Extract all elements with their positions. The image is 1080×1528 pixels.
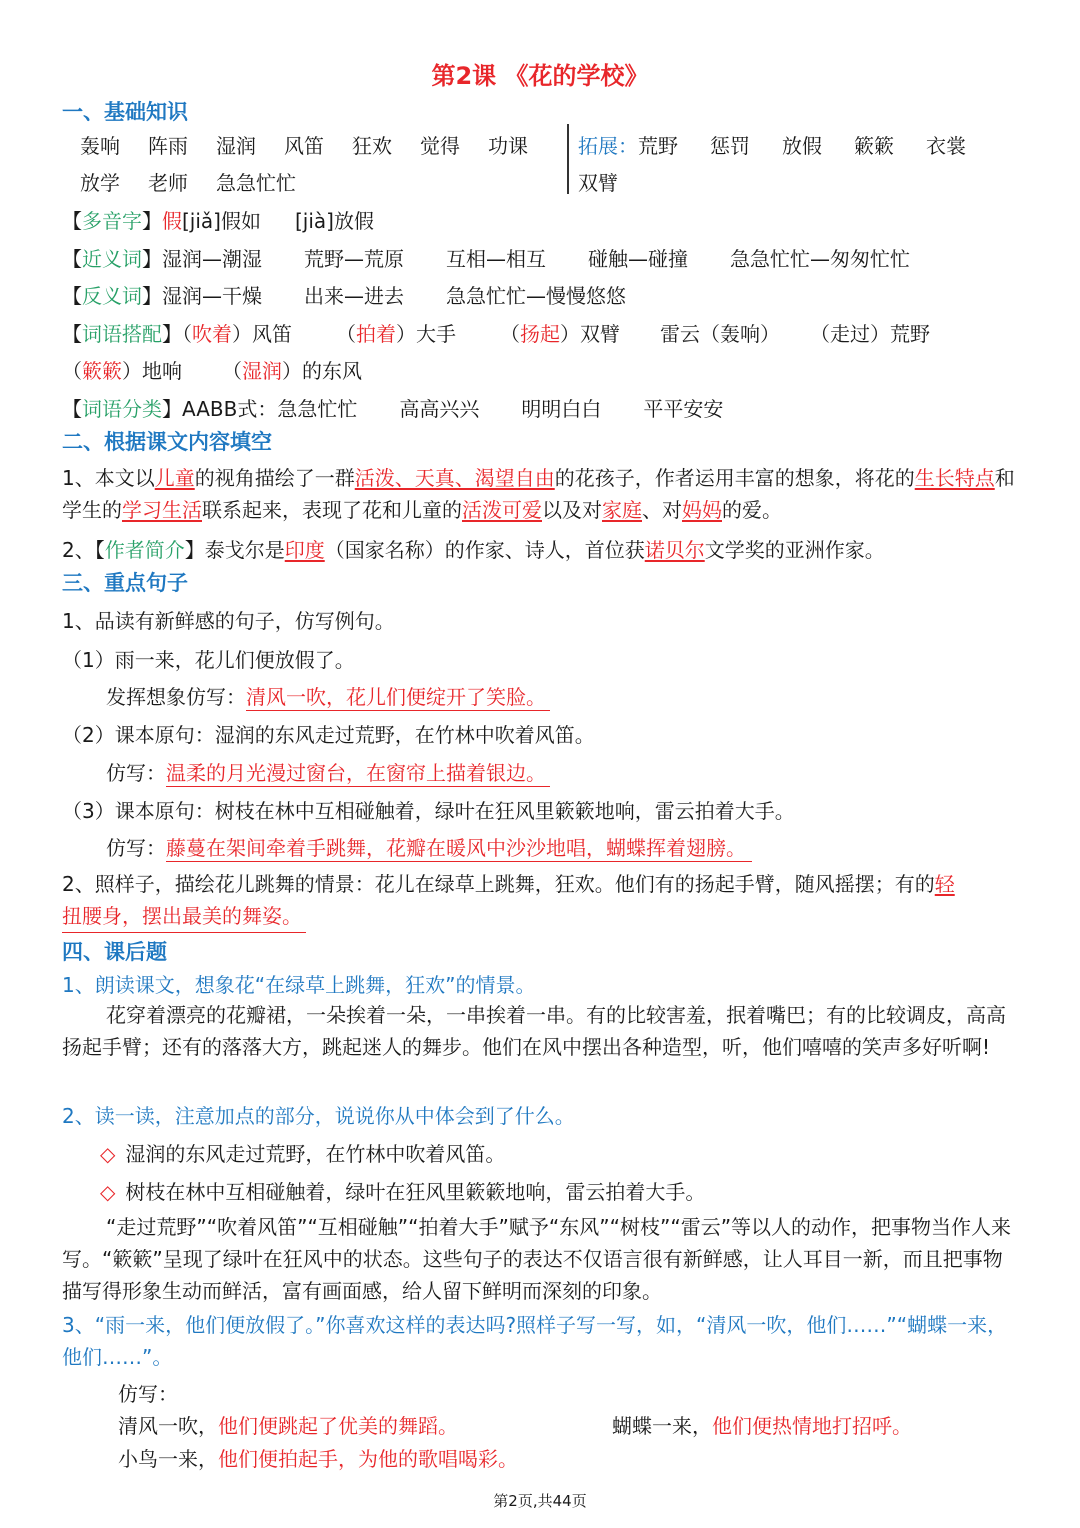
- answer: 学习生活: [122, 498, 202, 522]
- text: 清风一吹，: [118, 1414, 218, 1438]
- text: 小鸟一来，: [118, 1447, 218, 1471]
- text: 2、照样子，描绘花儿跳舞的情景：花儿在绿草上跳舞，狂欢。他们有的扬起手臂，随风摇摆；有的: [62, 872, 935, 896]
- antonyms-line: 【反义词】湿润—干燥 出来—进去 急急忙忙—慢慢悠悠: [62, 284, 626, 308]
- answer: 活泼、天真、渴望自由: [354, 466, 555, 490]
- antonym-pair: 出来—进去: [304, 284, 404, 308]
- synonyms-label: 近义词: [82, 247, 142, 271]
- answer: 妈妈: [682, 498, 722, 522]
- word: 放学: [80, 171, 120, 195]
- text: 的爱。: [722, 498, 782, 522]
- text: （国家名称）的作家、诗人，首位获: [324, 538, 645, 562]
- word: 湿润: [216, 134, 256, 158]
- word: 衣裳: [926, 134, 966, 158]
- answer: 他们便跳起了优美的舞蹈。: [218, 1414, 458, 1438]
- text: 】泰戈尔是: [184, 538, 285, 562]
- page-title: 第2课 《花的学校》: [431, 62, 649, 90]
- synonyms-line: 【近义词】湿润—潮湿 荒野—荒原 互相—相互 碰触—碰撞 急急忙忙—匆匆忙忙: [62, 247, 910, 271]
- answer: 他们便热情地打招呼。: [712, 1414, 912, 1438]
- fill-paragraph-2: [62, 534, 885, 563]
- text: 以及对: [542, 498, 602, 522]
- collocation-word: 地响: [142, 359, 182, 383]
- section-heading-after-class: 四、课后题: [62, 940, 167, 964]
- answer: 活泼可爱: [462, 498, 542, 522]
- key-sentence-2: （2）课本原句：湿润的东风走过荒野，在竹林中吹着风笛。: [62, 723, 595, 747]
- collocation-word: 大手: [416, 322, 456, 346]
- answer: 印度: [284, 538, 325, 562]
- classification-type: AABB式：: [182, 397, 278, 421]
- polyphone-label: 多音字: [82, 209, 142, 233]
- collocation-word: 双臂: [580, 322, 620, 346]
- answer: 清风一吹，花儿们便绽开了笑脸。: [246, 681, 550, 711]
- key-question-2: [62, 868, 1022, 933]
- classification-word: 高高兴兴: [399, 397, 480, 421]
- answer: 他们便拍起手，为他的歌唱喝彩。: [218, 1447, 518, 1471]
- text: 和学生的: [62, 466, 1015, 522]
- text: 文学奖的亚洲作家。: [704, 538, 885, 562]
- classification-word: 平平安安: [643, 397, 724, 421]
- word: 双臂: [578, 171, 618, 195]
- answer: 温柔的月光漫过窗台，在窗帘上描着银边。: [166, 757, 550, 787]
- collocation-line-1: 【词语搭配】（吹着）风笛 （拍着）大手 （扬起）双臂 雷云（轰响） （走过）荒野: [62, 322, 930, 346]
- word: 惩罚: [710, 134, 750, 158]
- text: 仿写：: [106, 836, 166, 860]
- answer: 儿童: [154, 466, 195, 490]
- text: 1、本文以: [62, 466, 155, 490]
- after-question-1: 1、朗读课文，想象花“在绿草上跳舞，狂欢”的情景。: [62, 973, 536, 997]
- collocation-answer: 扬起: [520, 322, 560, 346]
- collocation-item: （走过）荒野: [820, 322, 930, 346]
- section-heading-fill: 二、根据课文内容填空: [62, 430, 272, 454]
- extension-label: 拓展：: [578, 134, 638, 158]
- word-list-row2: [80, 167, 296, 196]
- classification-word: 急急忙忙: [277, 397, 358, 421]
- imitation-answer-3: [118, 1443, 518, 1472]
- text: 联系起来，表现了花和儿童的: [202, 498, 462, 522]
- diamond-icon: ◇: [100, 1142, 116, 1166]
- word: 轰响: [80, 134, 120, 158]
- collocation-label: 词语搭配: [82, 322, 162, 346]
- text: 2、【: [62, 538, 105, 562]
- imitation-3: [106, 832, 752, 862]
- key-sentence-1: （1）雨一来，花儿们便放假了。: [62, 648, 355, 672]
- polyphone-reading-1: [jiǎ]假如: [182, 209, 261, 233]
- text: 蝴蝶一来，: [612, 1414, 712, 1438]
- classification-word: 明明白白: [521, 397, 602, 421]
- key-sentence-3: （3）课本原句：树枝在林中互相碰触着，绿叶在狂风里簌簌地响，雷云拍着大手。: [62, 799, 795, 823]
- extension-row1: [578, 130, 966, 159]
- polyphone-reading-2: [jià]放假: [294, 209, 374, 233]
- imitation-answer-2: [612, 1410, 912, 1439]
- answer: 诺贝尔: [644, 538, 705, 562]
- antonyms-label: 反义词: [82, 284, 142, 308]
- example-sentence-1: [100, 1138, 505, 1167]
- word: 觉得: [420, 134, 460, 158]
- fill-paragraph-1: [62, 462, 1022, 526]
- imitation-1: [106, 681, 550, 711]
- key-question-1: 1、品读有新鲜感的句子，仿写例句。: [62, 609, 395, 633]
- text: 仿写：: [106, 761, 166, 785]
- synonym-pair: 互相—相互: [446, 247, 546, 271]
- imitation-2: [106, 757, 550, 787]
- column-divider: [567, 124, 569, 194]
- after-answer-2: “走过荒野”“吹着风笛”“互相碰触”“拍着大手”赋予“东风”“树枝”“雷云”等以人的动作，把事物当作人来写。“簌簌”呈现了绿叶在狂风中的状态。这些句子的表达不仅语言很有新鲜感，让人耳目一新，而且把事物描写得形象生动而鲜活，富有画面感，给人留下鲜明而深刻的印象。: [62, 1215, 1012, 1303]
- antonym-pair: 湿润—干燥: [162, 284, 262, 308]
- word-list-row1: [80, 130, 528, 159]
- word: 风笛: [284, 134, 324, 158]
- synonym-pair: 碰触—碰撞: [588, 247, 688, 271]
- example-sentence-2: [100, 1176, 705, 1205]
- word: 急急忙忙: [216, 171, 296, 195]
- after-question-2: 2、读一读，注意加点的部分，说说你从中体会到了什么。: [62, 1104, 575, 1128]
- collocation-line-2: （簌簌）地响 （湿润）的东风: [62, 359, 362, 383]
- classification-line: 【词语分类】AABB式：急急忙忙 高高兴兴 明明白白 平平安安: [62, 397, 724, 421]
- polyphone-char: 假: [162, 209, 182, 233]
- collocation-answer: 簌簌: [82, 359, 122, 383]
- word: 功课: [488, 134, 528, 158]
- page-number: 第2页,共44页: [493, 1492, 587, 1510]
- synonym-pair: 荒野—荒原: [304, 247, 404, 271]
- diamond-icon: ◇: [100, 1180, 116, 1204]
- author-label: 作者简介: [104, 538, 185, 562]
- synonym-pair: 湿润—潮湿: [162, 247, 262, 271]
- word: 阵雨: [148, 134, 188, 158]
- section-heading-basics: 一、基础知识: [62, 100, 188, 124]
- classification-label: 词语分类: [82, 397, 162, 421]
- word: 荒野: [638, 134, 678, 158]
- word: 簌簌: [854, 134, 894, 158]
- collocation-answer: 吹着: [192, 322, 232, 346]
- collocation-word: 风笛: [252, 322, 292, 346]
- answer: 轻: [934, 872, 955, 896]
- answer: 生长特点: [914, 466, 995, 490]
- word: 放假: [782, 134, 822, 158]
- text: 的花孩子，作者运用丰富的想象，将花的: [554, 466, 915, 490]
- word: 老师: [148, 171, 188, 195]
- synonym-pair: 急急忙忙—匆匆忙忙: [730, 247, 910, 271]
- after-question-3: 3、“雨一来，他们便放假了。”你喜欢这样的表达吗?照样子写一写，如，“清风一吹，他们……”“蝴蝶一来，他们……”。: [62, 1313, 1008, 1369]
- collocation-answer: 湿润: [242, 359, 282, 383]
- imitation-answer-1: [118, 1410, 458, 1439]
- polyphone-line: 【多音字】假[jiǎ]假如 [jià]放假: [62, 209, 374, 233]
- text: 发挥想象仿写：: [106, 685, 246, 709]
- collocation-answer: 拍着: [356, 322, 396, 346]
- section-heading-key-sentences: 三、重点句子: [62, 571, 188, 595]
- antonym-pair: 急急忙忙—慢慢悠悠: [446, 284, 626, 308]
- imitation-label: 仿写：: [118, 1382, 178, 1406]
- collocation-word: 的东风: [302, 359, 362, 383]
- text: 的视角描绘了一群: [194, 466, 355, 490]
- word: 狂欢: [352, 134, 392, 158]
- after-answer-1: 花穿着漂亮的花瓣裙，一朵挨着一朵，一串挨着一串。有的比较害羞，抿着嘴巴；有的比较调皮，高高扬起手臂；还有的落落大方，跳起迷人的舞步。他们在风中摆出各种造型，听，他们嘻嘻的笑声多好听啊!: [62, 1003, 1006, 1059]
- text: 湿润的东风走过荒野，在竹林中吹着风笛。: [125, 1142, 506, 1166]
- collocation-item: 雷云（轰响）: [660, 322, 780, 346]
- answer: 藤蔓在架间牵着手跳舞，花瓣在暖风中沙沙地唱，蝴蝶挥着翅膀。: [166, 832, 752, 862]
- answer: 扭腰身，摆出最美的舞姿。: [62, 900, 306, 933]
- answer: 家庭: [602, 498, 642, 522]
- extension-row2: [578, 167, 618, 196]
- text: 、对: [642, 498, 682, 522]
- text: 树枝在林中互相碰触着，绿叶在狂风里簌簌地响，雷云拍着大手。: [125, 1180, 706, 1204]
